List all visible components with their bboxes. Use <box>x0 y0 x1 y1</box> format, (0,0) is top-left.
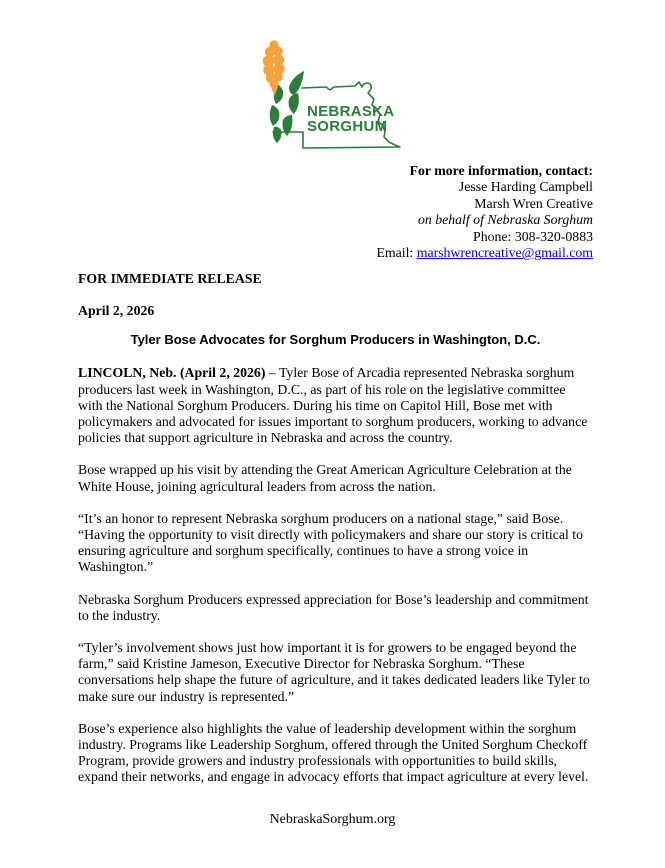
press-release-body <box>78 271 593 786</box>
body-paragraph: “It’s an honor to represent Nebraska sorghum producers on a national stage,” said Bose. “Having the opportunity to visit directly with policymakers and share our story is critical to ensuring agriculture and sorghum specifically, continues to have a strong voice in Washington.” <box>78 510 584 575</box>
body-paragraph: Nebraska Sorghum Producers expressed appreciation for Bose’s leadership and commitment to the industry. <box>78 591 589 623</box>
contact-company: Marsh Wren Creative <box>474 195 593 211</box>
contact-email-label: Email: <box>376 245 417 261</box>
paragraph-text: – Tyler Bose of Arcadia represented Nebraska sorghum producers last week in Washington, D.C., as part of his role on the legislative committee with the National Sorghum Producers. During his time on Capitol Hill, Bose met with policymakers and advocated for issues important to sorghum producers, working to advance policies that support agriculture in Nebraska and across the country. <box>78 365 588 446</box>
body-paragraph: “Tyler’s involvement shows just how important it is for growers to be engaged beyond the farm,” said Kristine Jameson, Executive Director for Nebraska Sorghum. “These conversations help shape the future of agriculture, and it takes dedicated leaders like Tyler to make sure our industry is represented.” <box>78 640 590 704</box>
contact-block <box>78 163 593 261</box>
contact-email-link[interactable]: marshwrencreative@gmail.com <box>416 245 593 261</box>
contact-phone: Phone: 308-320-0883 <box>473 228 593 244</box>
body-paragraph <box>78 365 593 446</box>
contact-on-behalf: on behalf of Nebraska Sorghum <box>417 212 593 228</box>
contact-name: Jesse Harding Campbell <box>458 179 593 195</box>
body-paragraph: Bose’s experience also highlights the value of leadership development within the sorghum industry. Programs like Leadership Sorghum, offered through the United Sorghum Checkoff Program, provide growers and industry professionals with opportunities to build skills, expand their networks, and engage in advocacy efforts that impact agriculture at every level. <box>78 720 589 785</box>
dateline: LINCOLN, Neb. (April 2, 2026) <box>78 365 266 381</box>
nebraska-sorghum-logo <box>258 38 430 156</box>
body-paragraph: Bose wrapped up his visit by attending the Great American Agriculture Celebration at the White House, joining agricultural leaders from across the nation. <box>78 462 572 494</box>
footer-website: NebraskaSorghum.org <box>269 812 396 827</box>
sorghum-grain-head-icon <box>263 40 285 96</box>
for-immediate-release-label: FOR IMMEDIATE RELEASE <box>78 271 262 286</box>
logo-wordmark-line2: SORGHUM <box>307 118 388 135</box>
contact-email-line <box>78 245 593 261</box>
logo-wordmark-line1: NEBRASKA <box>307 103 395 120</box>
contact-heading: For more information, contact: <box>409 163 593 178</box>
release-date: April 2, 2026 <box>78 303 155 319</box>
headline: Tyler Bose Advocates for Sorghum Producers in Washington, D.C. <box>130 332 541 348</box>
nebraska-sorghum-logo-graphic <box>258 38 430 156</box>
